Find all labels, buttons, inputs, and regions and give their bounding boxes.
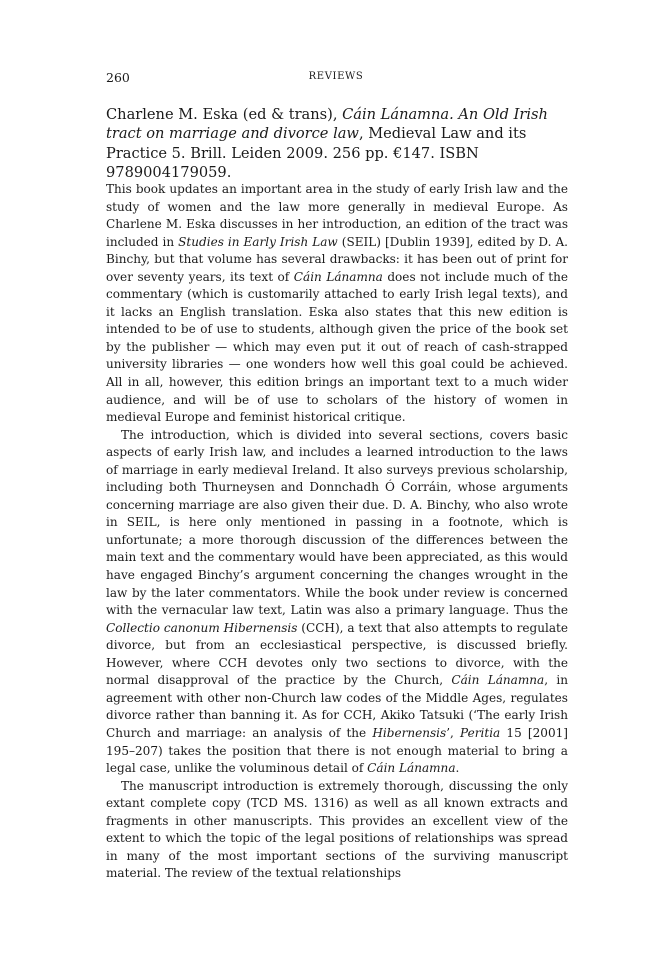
page-header bbox=[106, 70, 566, 88]
paragraph-text: The introduction, which is divided into several sections, covers basic aspects of early Irish law, and includes a learned introduction to the laws of marriage in early medieval Ireland. It also surveys previous scholarship, including both Thurneysen and Donnchadh Ó Corráin, whose arguments concerning marriage are also given their due. D. A. Binchy, who also wrote in SEIL, is here only mentioned in passing in a footnote, which is unfortunate; a more thorough discussion of the differences between the main text and the commentary would have been appreciated, as this would have engaged Binchy’s argument concerning the changes wrought in the law by the later commentators. While the book under review is concerned with the vernacular law text, Latin was also a primary language. Thus the bbox=[106, 427, 568, 618]
paragraph-text: 15 [2001] 195–207) takes the position that there is not enough material to bring a legal case, unlike the voluminous detail of bbox=[106, 725, 568, 776]
citation-authors: Charlene M. Eska (ed & trans), bbox=[106, 106, 343, 123]
citation-details: , Medieval Law and its Practice 5. Brill. Leiden 2009. 256 pp. €147. ISBN 9789004179059. bbox=[106, 125, 527, 182]
paragraph-text: The manuscript introduction is extremely thorough, discussing the only extant complete copy (TCD MS. 1316) as well as all known extracts and fragments in other manuscripts. This provides an excellent view of the extent to which the topic of the legal positions of relationships was spread in many of the most important sections of the surviving manuscript material. The review of the textual relationships bbox=[106, 778, 568, 881]
italic-title-text: Cáin Lánamna bbox=[293, 269, 383, 284]
review-citation bbox=[106, 105, 568, 183]
italic-title-text: Peritia bbox=[460, 725, 501, 740]
body-paragraph bbox=[106, 778, 568, 883]
paragraph-text: , in agreement with other non-Church law codes of the Middle Ages, regulates divorce rather than banning it. As for CCH, Akiko Tatsuki (‘The early Irish Church and marriage: an analysis of the bbox=[106, 673, 568, 740]
page-number: 260 bbox=[106, 70, 130, 85]
paragraph-text: does not include much of the commentary (which is customarily attached to early Irish legal texts), and it lacks an English translation. Eska also states that this new edition is intended to be of use to students, although given the price of the book set by the publisher — which may even put it out of reach of cash-strapped university libraries — one wonders how well this goal could be achieved. All in all, however, this edition brings an important text to a much wider audience, and will be of use to scholars of the history of women in medieval Europe and feminist historical critique. bbox=[106, 269, 569, 425]
paragraph-text: . bbox=[455, 761, 460, 776]
italic-title-text: Cáin Lánamna bbox=[451, 673, 545, 688]
citation-title: Cáin Lánamna. An Old Irish tract on marriage and divorce law bbox=[106, 106, 548, 143]
italic-title-text: Hibernensis bbox=[372, 725, 447, 740]
paragraph-text: (CCH), a text that also attempts to regulate divorce, but from an ecclesiastical perspective, is discussed briefly. However, where CCH devotes only two sections to divorce, with the normal disapproval of the practice by the Church, bbox=[106, 620, 568, 688]
italic-title-text: Collectio canonum Hibernensis bbox=[106, 620, 298, 635]
body-paragraph bbox=[106, 181, 568, 427]
paragraph-text: (SEIL) [Dublin 1939], edited by D. A. Binchy, but that volume has several drawbacks: it has been out of print for over seventy years, its text of bbox=[106, 234, 568, 284]
running-head: REVIEWS bbox=[308, 71, 364, 82]
italic-title-text: Cáin Lánamna bbox=[367, 761, 456, 776]
italic-title-text: Studies in Early Irish Law bbox=[178, 234, 338, 249]
paragraph-text: ’, bbox=[446, 725, 461, 740]
paragraph-text: This book updates an important area in the study of early Irish law and the study of women and the law more generally in medieval Europe. As Charlene M. Eska discusses in her introduction, an edition of the tract was included in bbox=[106, 182, 568, 249]
review-body bbox=[106, 181, 568, 883]
body-paragraph bbox=[106, 427, 568, 778]
